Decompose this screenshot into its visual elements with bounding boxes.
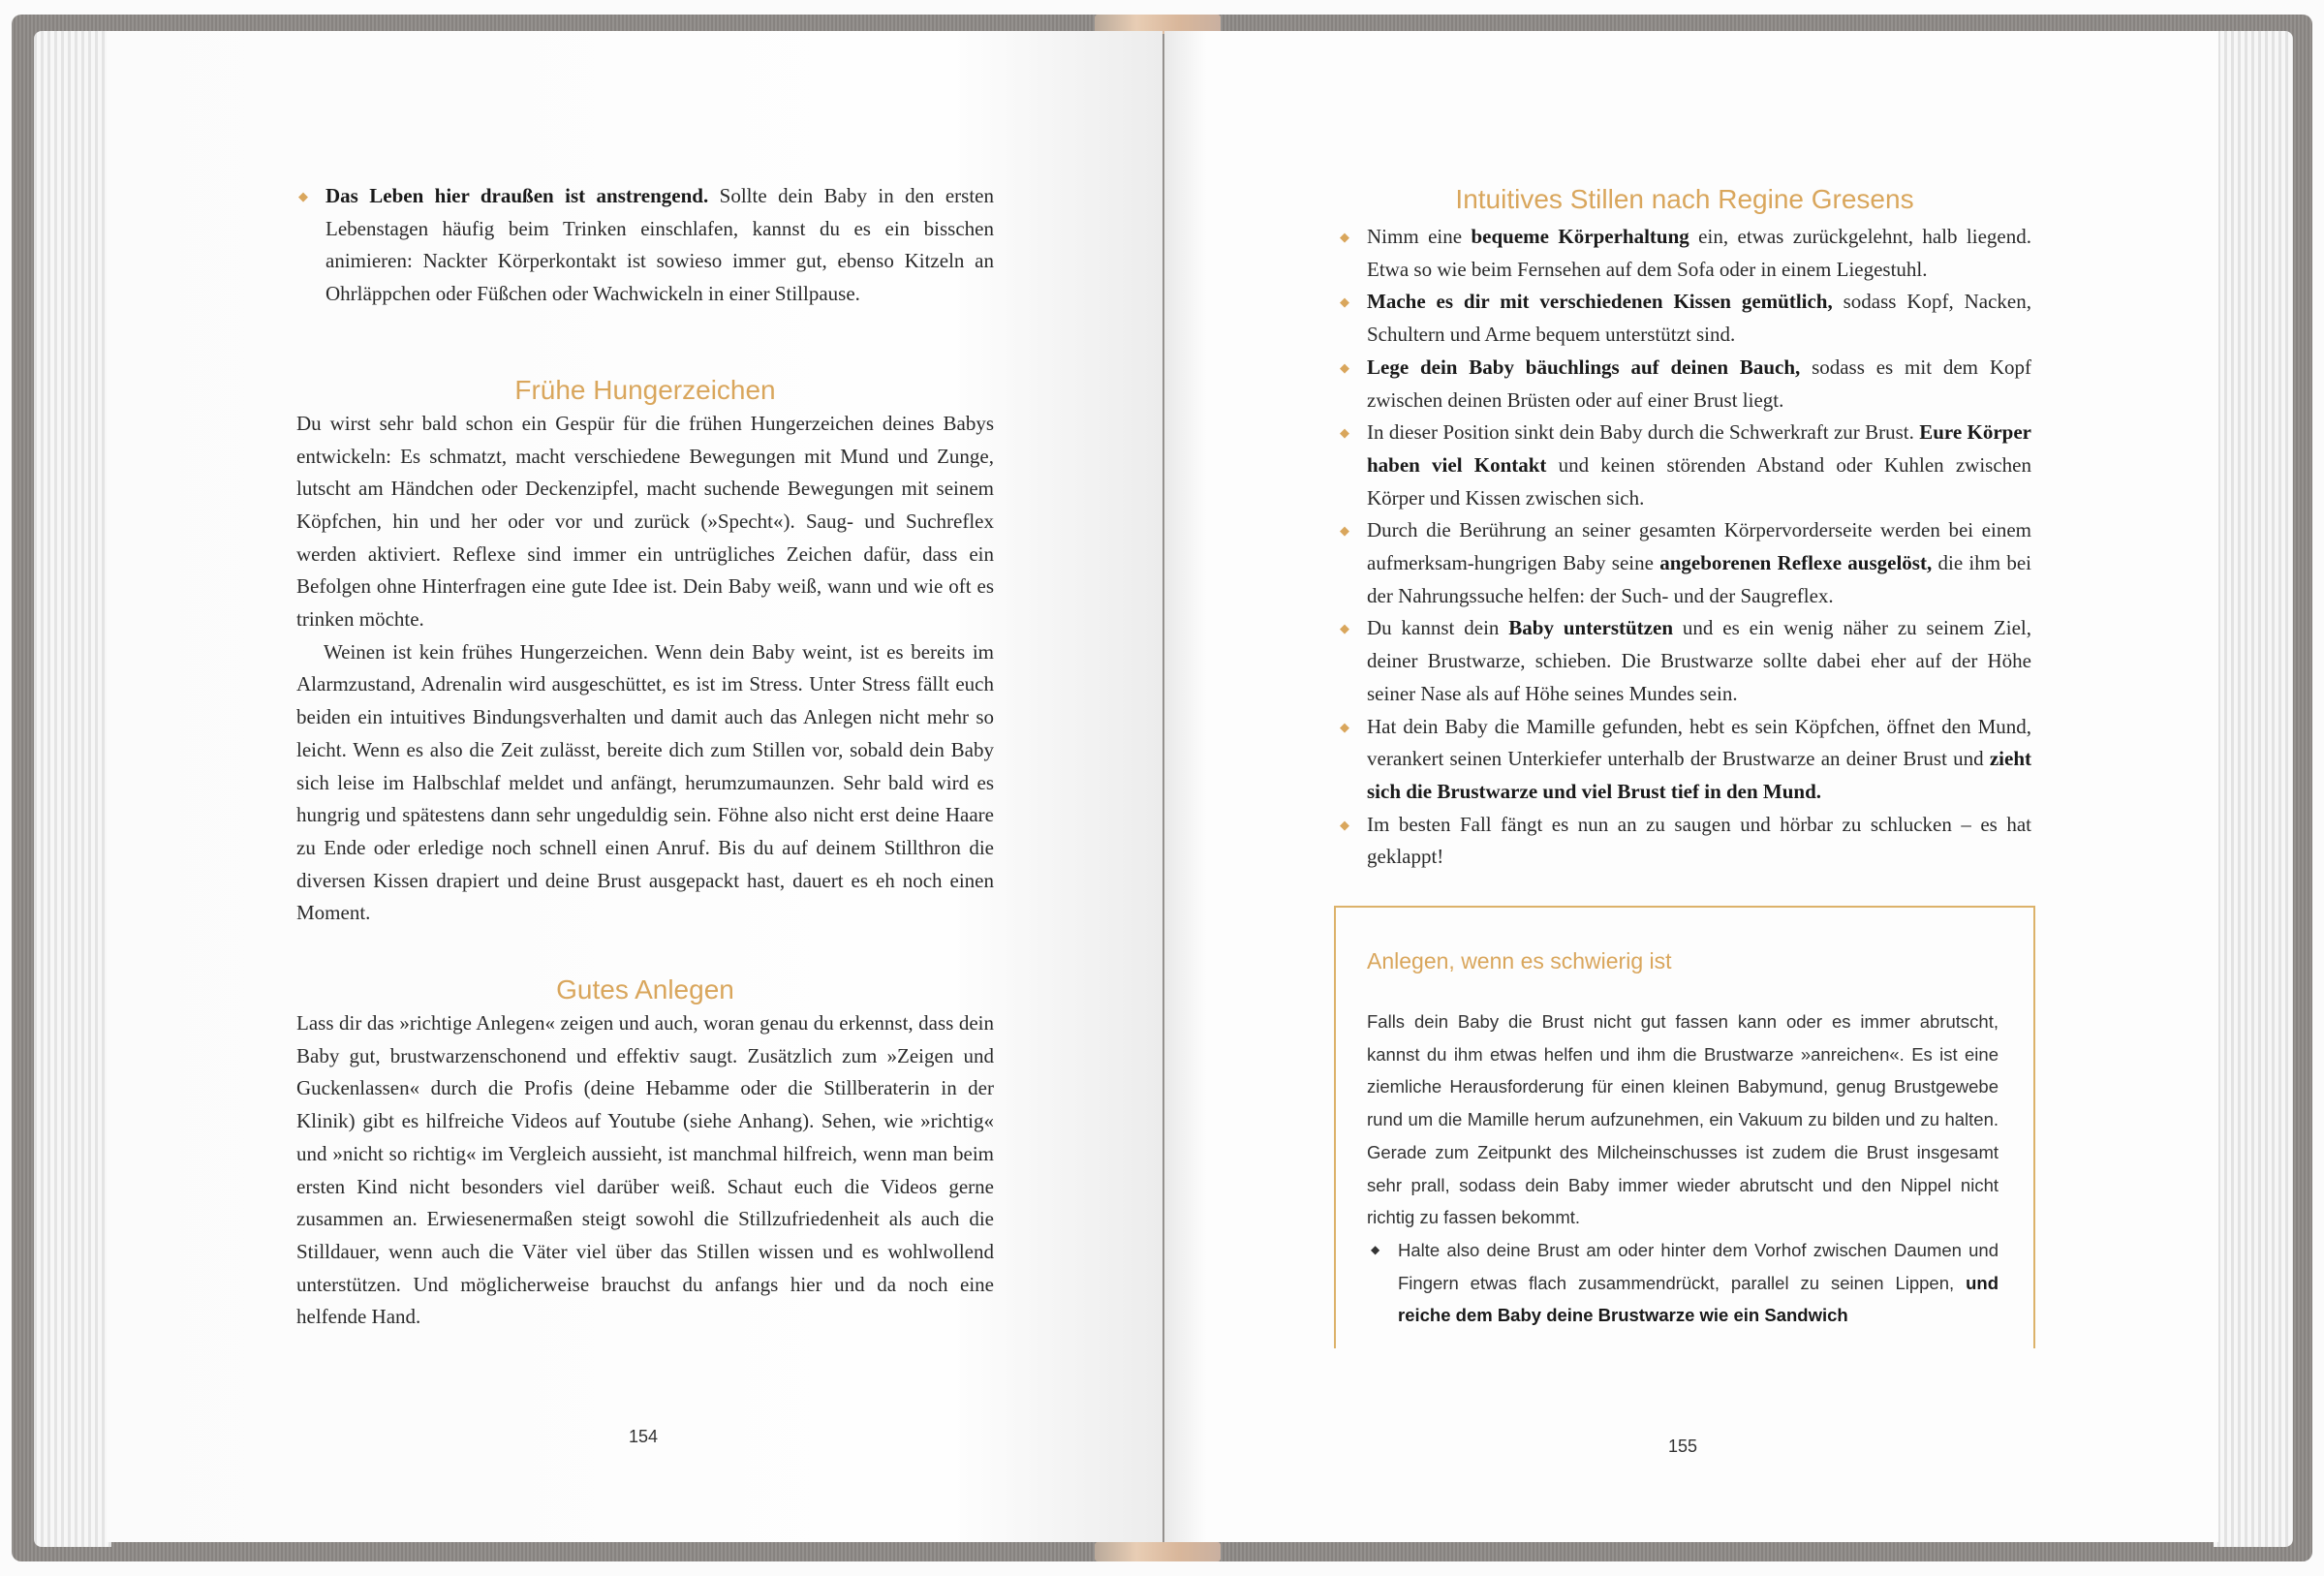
page-edges-left	[34, 31, 111, 1547]
info-box-bullet	[1367, 1234, 1999, 1332]
right-page-column	[1338, 182, 2031, 874]
diamond-bullet-icon: ◆	[1340, 230, 1349, 244]
text-run: Falls dein Baby die Brust nicht gut fassen kann oder es immer abrutscht, kannst du ihm etwas helfen und ihm die Brustwarze »anreichen«. Es ist eine ziemliche Herausforderung für einen kleinen Babymund, genug Brustgewebe rund um die Mamille herum aufzunehmen, ein Vakuum zu bilden und zu halten. Gerade zum Zeitpunkt des Milcheinschusses ist zudem die Brust insgesamt sehr prall, sodass dein Baby immer wieder abrutscht und den Nippel nicht richtig zu fassen bekommt.	[1367, 1011, 1999, 1228]
bullet-text	[1367, 352, 2031, 417]
text-run: ein, etwas zurückgelehnt, halb liegend. Etwa so wie beim Fernsehen auf dem Sofa oder in einem Liegestuhl.	[1367, 225, 2031, 281]
body-paragraph	[296, 1007, 994, 1334]
diamond-bullet-icon: ◆	[1340, 425, 1349, 441]
bold-text: Eure Körper haben viel Kontakt	[1367, 420, 2031, 477]
page-number: 154	[628, 1427, 659, 1446]
bullet-item	[1338, 711, 2031, 809]
text-run: und es ein wenig näher zu seinem Ziel, deiner Brustwarze, schieben. Die Brustwarze sollte dabei eher auf der Höhe seiner Nase als auf Höhe seines Mundes sein.	[1367, 616, 2031, 705]
text-run: Du kannst dein	[1367, 616, 1509, 640]
diamond-bullet-icon: ◆	[1340, 359, 1349, 375]
bullet-text	[1367, 809, 2031, 874]
page-number: 155	[1667, 1437, 1698, 1456]
section-heading: Gutes Anlegen	[556, 974, 734, 1005]
diamond-bullet-icon: ◆	[298, 189, 308, 203]
text-run: die ihm bei der Nahrungssuche helfen: der Such- und der Saugreflex.	[1367, 551, 2031, 607]
text-run: Nimm eine	[1367, 225, 1472, 248]
bullet-item	[1338, 221, 2031, 286]
text-run: und keinen störenden Abstand oder Kuhlen zwischen Körper und Kissen zwischen sich.	[1367, 452, 2031, 510]
bold-text: Baby unterstützen	[1508, 616, 1673, 640]
bold-text: zieht sich die Brustwarze und viel Brust tief in den Mund.	[1367, 747, 2031, 803]
page-edges-right	[2214, 31, 2293, 1547]
bullet-item	[296, 180, 994, 311]
bullet-item	[1338, 809, 2031, 874]
text-run: Hat dein Baby die Mamille gefunden, hebt es sein Köpfchen, öffnet den Mund, verankert seinen Unterkiefer unterhalb der Brustwarze an deiner Brust und	[1367, 714, 2031, 771]
bullet-item	[1338, 612, 2031, 710]
info-box-heading: Anlegen, wenn es schwierig ist	[1367, 948, 1672, 973]
info-box-paragraph	[1367, 1005, 1999, 1234]
diamond-bullet-icon: ◆	[1340, 621, 1349, 636]
text-run: Durch die Berührung an seiner gesamten Körpervorderseite werden bei einem aufmerksam-hungrigen Baby seine	[1367, 518, 2031, 575]
text-run: Im besten Fall fängt es nun an zu saugen und hörbar zu schlucken – es hat geklappt!	[1367, 812, 2031, 869]
text-run: sodass es mit dem Kopf zwischen deinen Brüsten oder auf einer Brust liegt.	[1367, 355, 2031, 412]
section-heading: Intuitives Stillen nach Regine Gresens	[1455, 184, 1914, 214]
bullet-item	[1338, 286, 2031, 351]
bullet-item	[1338, 352, 2031, 417]
text-run: Weinen ist kein frühes Hungerzeichen. Wenn dein Baby weint, ist es bereits im Alarmzustand, Adrenalin wird ausgeschüttet, es ist im Stress. Unter Stress fällt euch beiden ein intuitives Bindungsverhalten und damit auch das Anlegen nicht mehr so leicht. Wenn es also die Zeit zulässt, bereite dich zum Stillen vor, sobald dein Baby sich leise im Halbschlaf meldet und anfängt, herumzumaunzen. Sehr bald wird es hungrig und spätestens dann sehr ungeduldig sein. Föhne also nicht erst deine Haare zu Ende oder erledige noch schnell einen Anruf. Bis du auf deinem Stillthron die diversen Kissen drapiert und deine Brust ausgepackt hast, dauert es eh noch einen Moment.	[296, 639, 994, 925]
diamond-bullet-icon: ◆	[1340, 817, 1349, 832]
bullet-text	[1367, 286, 2031, 351]
text-run: In dieser Position sinkt dein Baby durch die Schwerkraft zur Brust.	[1367, 420, 1920, 445]
bold-text: und reiche dem Baby deine Brustwarze wie ein Sandwich	[1398, 1272, 1999, 1326]
bullet-item	[1338, 514, 2031, 612]
bullet-text	[1367, 612, 2031, 710]
bullet-text	[1367, 417, 2031, 514]
info-box	[1334, 906, 2035, 1348]
diamond-bullet-icon: ◆	[1340, 523, 1349, 539]
bullet-icon: ◆	[1371, 1242, 1380, 1256]
diamond-bullet-icon: ◆	[1340, 719, 1349, 734]
text-run: Du wirst sehr bald schon ein Gespür für die frühen Hungerzeichen deines Babys entwickeln: Es schmatzt, macht verschiedene Bewegungen mit Mund und Zunge, lutscht am Händchen oder Deckenzipfel, macht suchende Bewegungen mit seinem Köpfchen, hin und her oder vor und zurück (»Specht«). Saug- und Suchreflex werden aktiviert. Reflexe sind immer ein untrügliches Zeichen dafür, dass ein Befolgen ohne Hinterfragen eine gute Idee ist. Dein Baby weiß, wann und wie oft es trinken möchte.	[296, 411, 994, 632]
text-run: sodass Kopf, Nacken, Schultern und Arme bequem unterstützt sind.	[1367, 290, 2032, 347]
bold-text: Mache es dir mit verschiedenen Kissen gemütlich,	[1367, 290, 1833, 314]
info-box-bullet-text	[1398, 1234, 1999, 1332]
bullet-text	[1367, 711, 2031, 809]
bullet-text	[1367, 221, 2031, 286]
bullet-item	[1338, 417, 2031, 514]
headband-bottom	[1095, 1542, 1221, 1561]
body-paragraph	[296, 636, 994, 930]
body-paragraph	[296, 408, 994, 636]
text-run: Halte also deine Brust am oder hinter dem Vorhof zwischen Daumen und Fingern etwas flach zusammendrückt, parallel zu seinen Lippen,	[1398, 1239, 1999, 1293]
text-run: Sollte dein Baby in den ersten Lebenstagen häufig beim Trinken einschlafen, kannst du es ein bisschen animieren: Nackter Körperkontakt ist sowieso immer gut, ebenso Kitzeln an Ohrläppchen oder Füßchen oder Wachwickeln in einer Stillpause.	[325, 184, 994, 306]
section-heading: Frühe Hungerzeichen	[514, 374, 776, 405]
text-run: Lass dir das »richtige Anlegen« zeigen und auch, woran genau du erkennst, dass dein Baby gut, brustwarzenschonend und effektiv saugt. Zusätzlich zum »Zeigen und Guckenlassen« durch die Profis (deine Hebamme oder die Stillberaterin in der Klinik) gibt es hilfreiche Videos auf Youtube (siehe Anhang). Sehen, wie »richtig« und »nicht so richtig« im Vergleich aussieht, ist manchmal hilfreich, wenn man beim ersten Kind nicht besonders viel darüber weiß. Schaut euch die Videos gerne zusammen an. Erwiesenermaßen steigt sowohl die Stillzufriedenheit als auch die Stilldauer, wenn auch die Väter viel über das Stillen wissen und es wohlwollend unterstützen. Und möglicherweise brauchst du anfangs hier und da noch eine helfende Hand.	[296, 1011, 994, 1329]
bold-text: Lege dein Baby bäuchlings auf deinen Bauch,	[1367, 355, 1801, 379]
left-page-column	[296, 180, 994, 1334]
bullet-text	[325, 180, 994, 311]
bullet-text	[1367, 514, 2031, 612]
bold-text: angeborenen Reflexe ausgelöst,	[1659, 551, 1933, 575]
diamond-bullet-icon: ◆	[1340, 294, 1349, 310]
bold-text: bequeme Körperhaltung	[1471, 225, 1689, 248]
bold-text: Das Leben hier draußen ist anstrengend.	[325, 184, 709, 207]
